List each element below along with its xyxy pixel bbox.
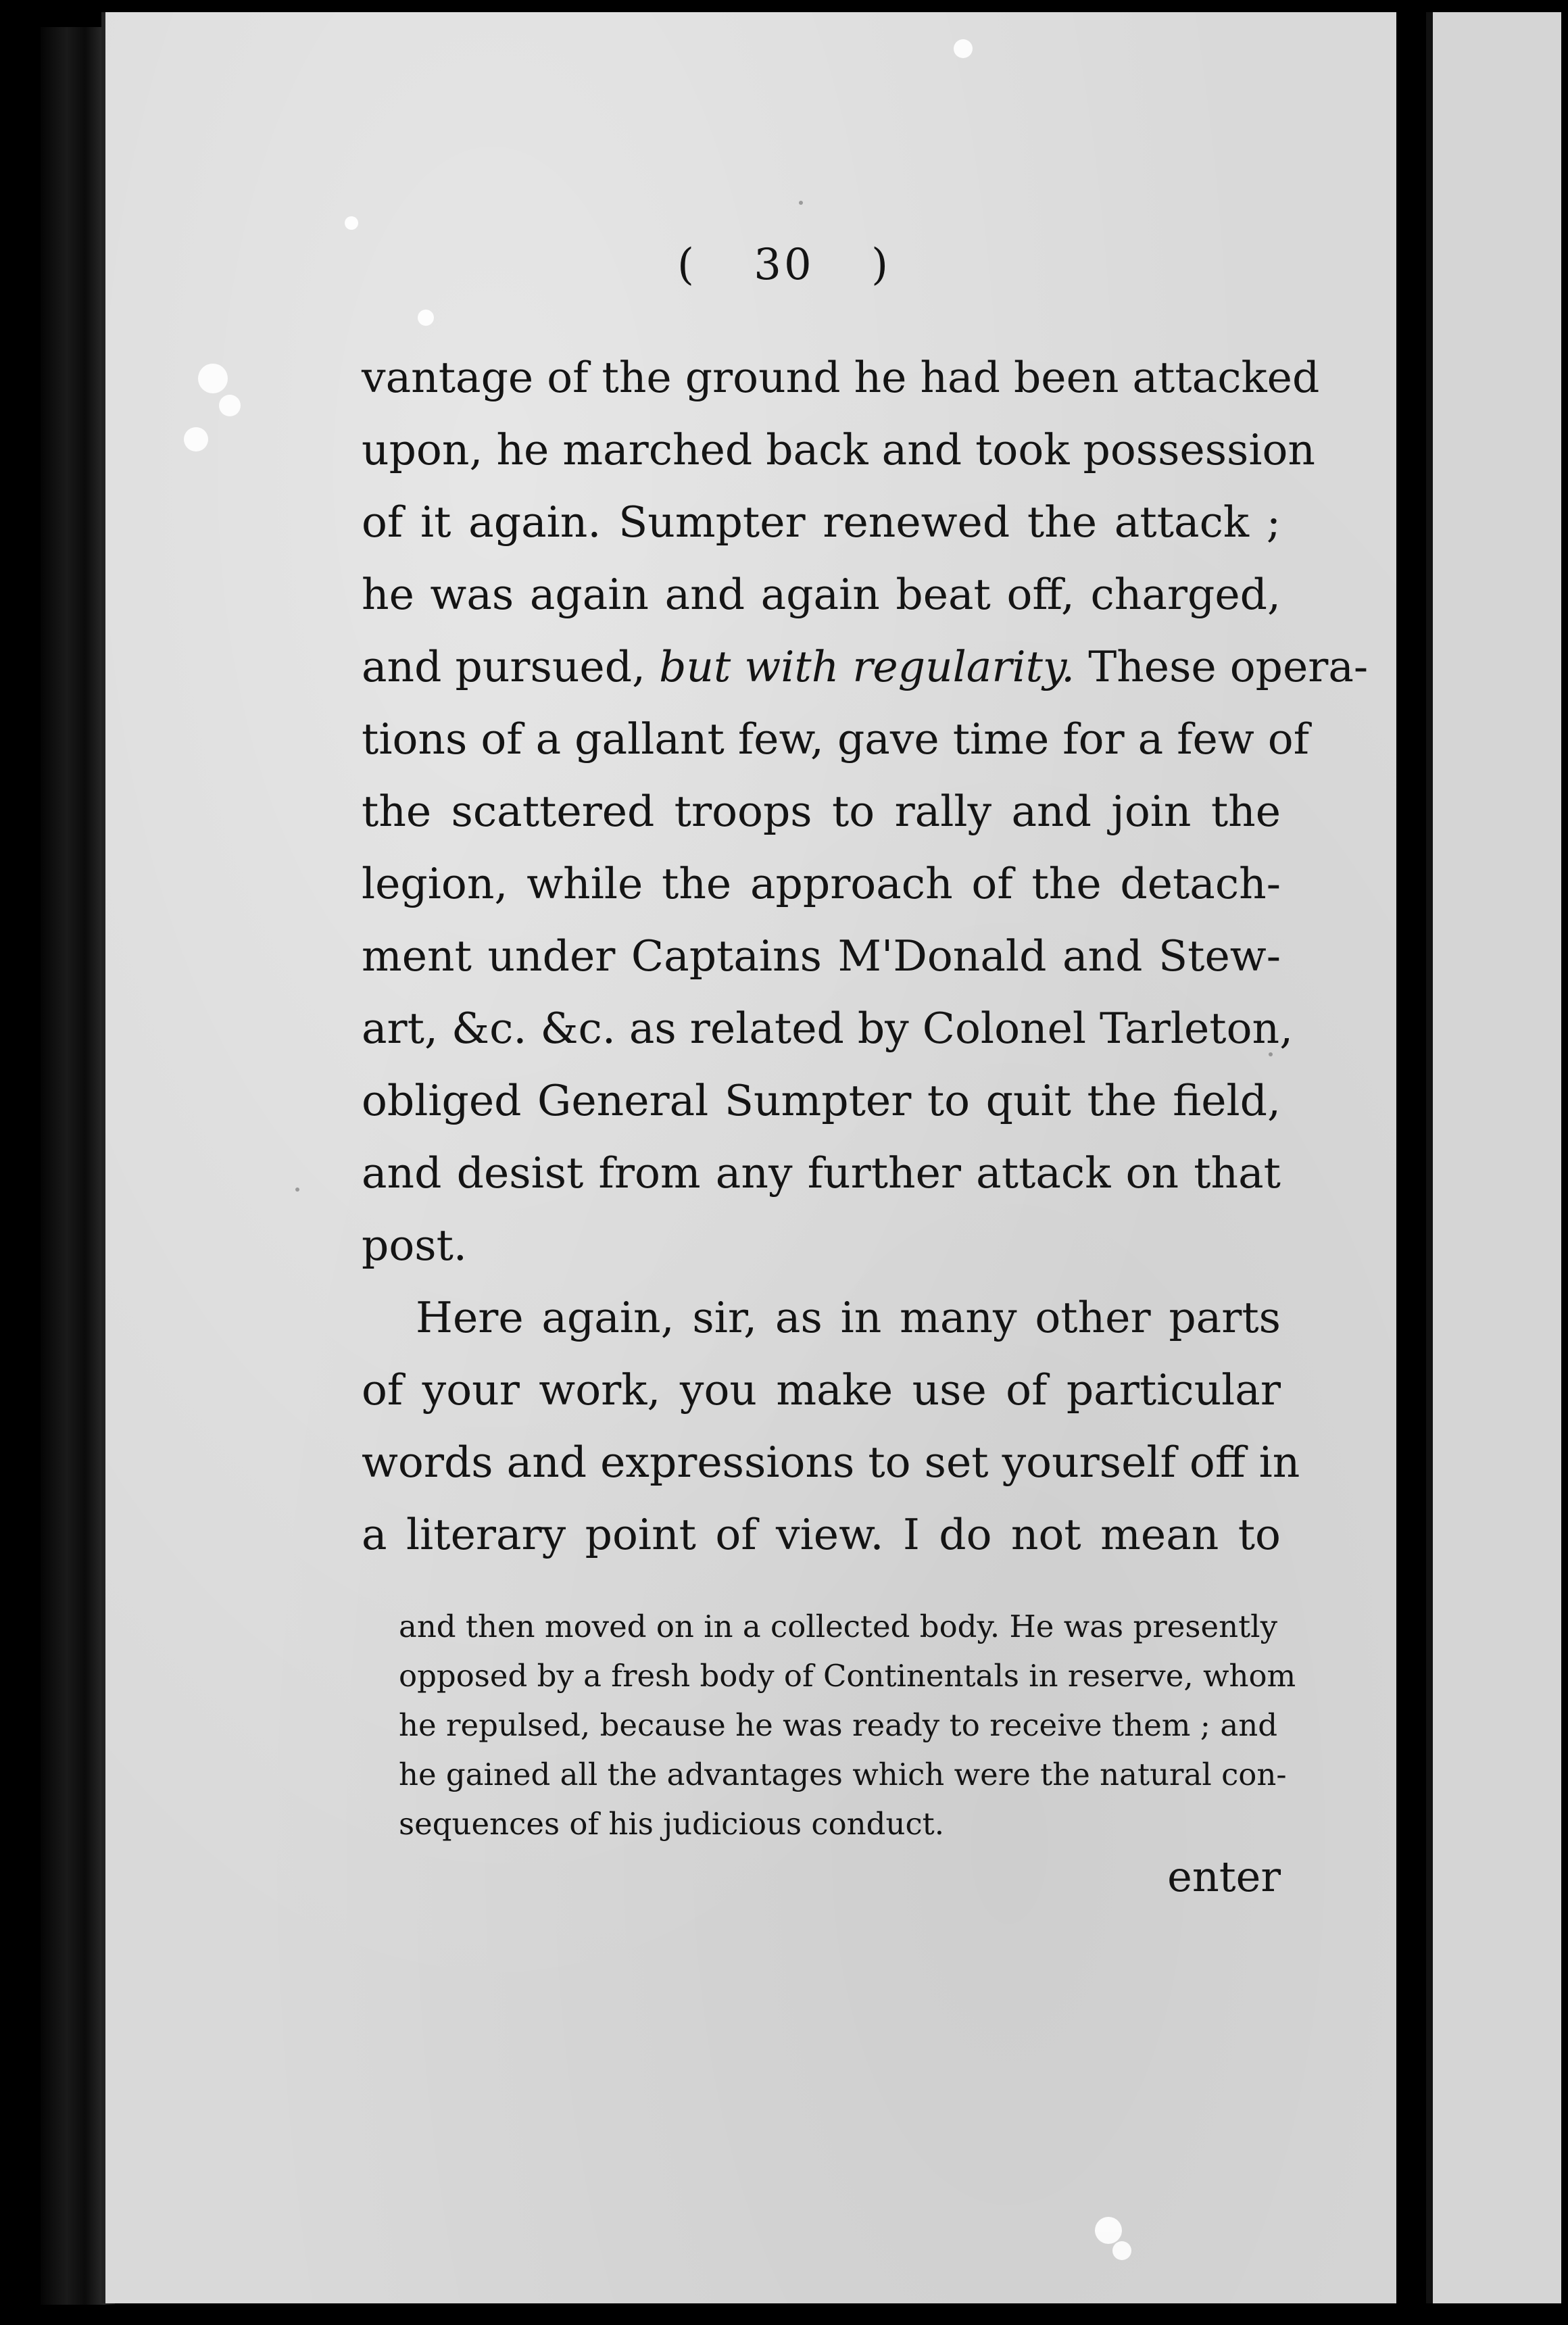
body-line: vantage of the ground he had been attacked bbox=[362, 353, 1320, 402]
paragraph-line: a literary point of view. I do not mean to bbox=[362, 1510, 1281, 1559]
footnote-line: opposed by a fresh body of Continentals in reserve, whom bbox=[399, 1658, 1296, 1694]
body-line: of it again. Sumpter renewed the attack ; bbox=[362, 497, 1281, 547]
body-line: tions of a gallant few, gave time for a few of bbox=[362, 714, 1310, 764]
body-line: legion, while the approach of the detach- bbox=[362, 859, 1281, 908]
body-line: art, &c. &c. as related by Colonel Tarleton, bbox=[362, 1004, 1294, 1053]
body-line: he was again and again beat off, charged, bbox=[362, 570, 1281, 619]
body-line: ment under Captains M'Donald and Stew- bbox=[362, 931, 1281, 981]
body-text bbox=[362, 341, 1369, 1571]
paragraph-line: of your work, you make use of particular bbox=[362, 1365, 1281, 1415]
body-line: obliged General Sumpter to quit the field, bbox=[362, 1076, 1281, 1125]
page-number-value: 30 bbox=[754, 240, 814, 290]
footnote-line: he gained all the advantages which were the natural con- bbox=[399, 1757, 1287, 1792]
body-line: post. bbox=[362, 1221, 467, 1270]
body-line: the scattered troops to rally and join the bbox=[362, 787, 1281, 836]
italic-emphasis: but with regularity. bbox=[659, 642, 1075, 691]
page-number bbox=[0, 240, 1568, 290]
body-line: and desist from any further attack on that bbox=[362, 1148, 1281, 1198]
body-text-segment: These opera- bbox=[1075, 642, 1369, 691]
footnote bbox=[399, 1602, 1296, 1849]
body-line-with-italic bbox=[362, 631, 1369, 703]
footnote-line: sequences of his judicious conduct. bbox=[399, 1806, 945, 1842]
body-text-segment: and pursued, bbox=[362, 642, 660, 691]
paragraph-line: words and expressions to set yourself off in bbox=[362, 1438, 1300, 1487]
catchword: enter bbox=[1167, 1852, 1281, 1901]
page-number-close-paren: ) bbox=[871, 240, 891, 290]
body-line: upon, he marched back and took possession bbox=[362, 425, 1316, 474]
paragraph-line: Here again, sir, as in many other parts bbox=[416, 1293, 1281, 1342]
footnote-line: he repulsed, because he was ready to receive them ; and bbox=[399, 1707, 1277, 1743]
page-number-open-paren: ( bbox=[677, 240, 697, 290]
footnote-line: and then moved on in a collected body. He was presently bbox=[399, 1609, 1277, 1644]
